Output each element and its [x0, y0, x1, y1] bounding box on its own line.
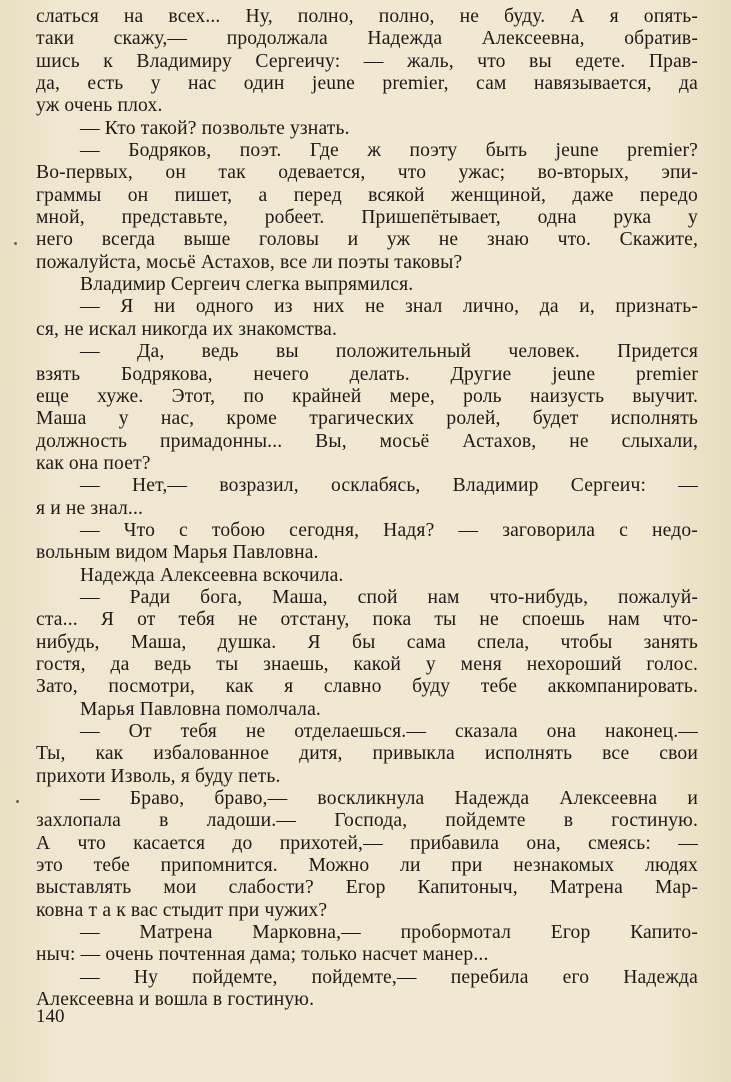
text-line: слаться на всех... Ну, полно, полно, не буду. А я опять-	[36, 6, 698, 27]
text-line: взять Бодрякова, нечего делать. Другие jeune premier	[36, 363, 698, 385]
text-line: пожалуйста, мосьё Астахов, все ли поэты таковы?	[36, 251, 463, 273]
text-line: это тебе припомнится. Можно ли при незнакомых людях	[36, 855, 698, 877]
text-line: я и не знал...	[36, 497, 144, 519]
text-line: Алексеевна и вошла в гостиную.	[36, 989, 315, 1011]
text-line: шись к Владимиру Сергеичу: — жаль, что вы едете. Прав-	[36, 50, 698, 72]
text-line: Надежда Алексеевна вскочила.	[80, 564, 344, 586]
text-line: Зато, посмотри, как я славно буду тебе аккомпанировать.	[36, 676, 698, 698]
text-line: прихоти Изволь, я буду петь.	[36, 765, 281, 787]
text-line: — Что с тобою сегодня, Надя? — заговорила с недо-	[80, 519, 698, 541]
text-line: — Ради бога, Маша, спой нам что-нибудь, пожалуй-	[80, 586, 698, 608]
text-line: да, есть у нас один jeune premier, сам навязывается, да	[36, 73, 698, 95]
text-line: захлопала в ладоши.— Господа, пойдемте в гостиную.	[36, 810, 698, 832]
text-line: него всегда выше головы и уж не знаю что. Скажите,	[36, 229, 698, 251]
text-line: как она поет?	[36, 452, 151, 474]
body-text	[36, 6, 698, 1011]
text-line: Марья Павловна помолчала.	[80, 698, 321, 720]
text-line: А что касается до прихотей,— прибавила она, смеясь: —	[36, 832, 698, 854]
scan-speck	[14, 242, 17, 245]
text-line: гостя, да ведь ты знаешь, какой у меня нехороший голос.	[36, 653, 698, 675]
text-line: — Ну пойдемте, пойдемте,— перебила его Надежда	[80, 966, 698, 988]
text-line: — Бодряков, поэт. Где ж поэту быть jeune premier?	[80, 140, 698, 162]
text-line: — Я ни одного из них не знал лично, да и, признать-	[80, 296, 698, 318]
text-line: — Матрена Марковна,— пробормотал Егор Капито-	[80, 922, 698, 944]
text-line: уж очень плох.	[36, 95, 163, 117]
text-line: Владимир Сергеич слегка выпрямился.	[80, 274, 414, 296]
text-line: — Да, ведь вы положительный человек. Придется	[80, 341, 698, 363]
scan-speck	[16, 800, 19, 803]
text-line: должность примадонны... Вы, мосьё Астахов, не слыхали,	[36, 430, 698, 452]
text-line: нибудь, Маша, душка. Я бы сама спела, чтобы занять	[36, 631, 698, 653]
text-line: — От тебя не отделаешься.— сказала она наконец.—	[80, 721, 698, 742]
text-line: ковна т а к вас стыдит при чужих?	[36, 899, 328, 921]
text-line: Маша у нас, кроме трагических ролей, будет исполнять	[36, 408, 698, 430]
text-line: выставлять мои слабости? Егор Капитоныч, Матрена Мар-	[36, 877, 698, 899]
text-line: ныч: — очень почтенная дама; только насчет манер...	[36, 944, 489, 966]
text-line: ста... Я от тебя не отстану, пока ты не споешь нам что-	[36, 609, 698, 631]
text-line: мной, представьте, робеет. Пришепётывает, одна рука у	[36, 207, 698, 229]
text-line: таки скажу,— продолжала Надежда Алексеевна, обратив-	[36, 28, 698, 50]
text-line: Ты, как избалованное дитя, привыкла исполнять все свои	[36, 743, 698, 765]
page-number: 140	[36, 1006, 65, 1027]
text-line: ся, не искал никогда их знакомства.	[36, 318, 338, 340]
text-line: еще хуже. Этот, по крайней мере, роль наизусть выучит.	[36, 385, 698, 407]
text-line: — Кто такой? позвольте узнать.	[80, 117, 350, 139]
text-line: Во-первых, он так одевается, что ужас; во-вторых, эпи-	[36, 162, 698, 184]
text-line: — Нет,— возразил, осклабясь, Владимир Сергеич: —	[80, 475, 698, 497]
text-line: граммы он пишет, а перед всякой женщиной, даже передо	[36, 184, 698, 206]
text-line: — Браво, браво,— воскликнула Надежда Алексеевна и	[80, 788, 698, 810]
text-line: вольным видом Марья Павловна.	[36, 542, 319, 564]
